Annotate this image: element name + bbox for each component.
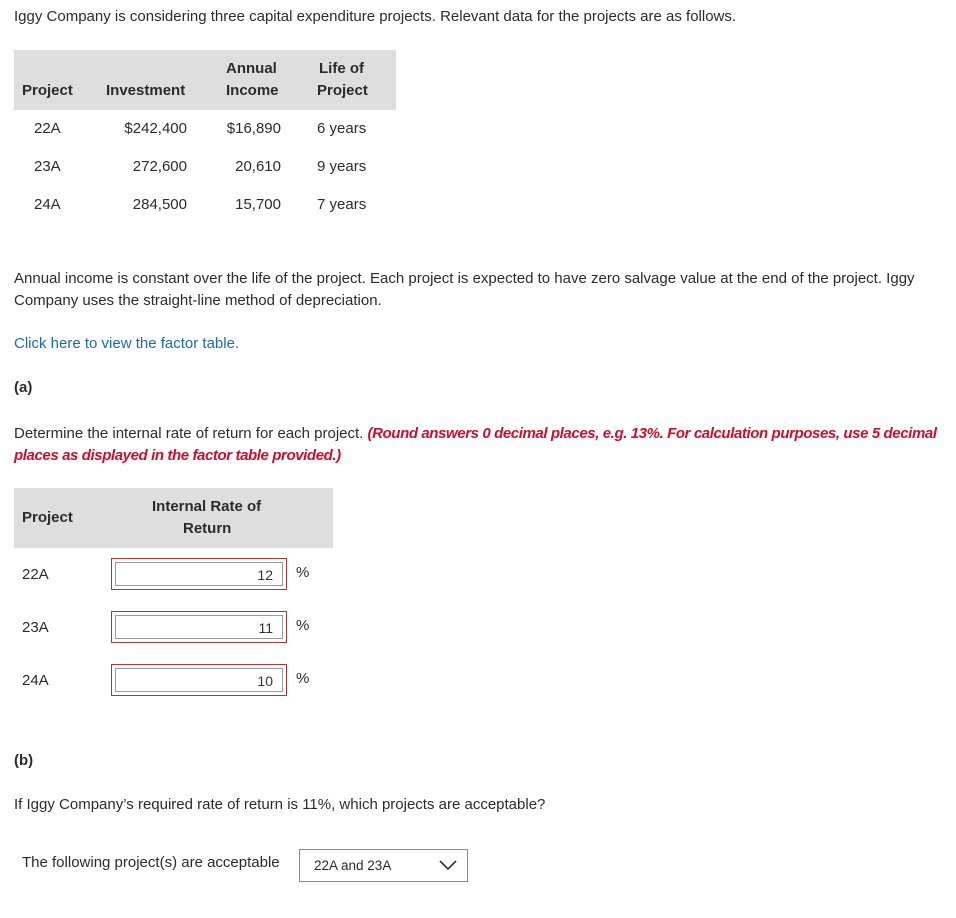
header-annual-income-line2: Income (226, 82, 279, 99)
irr-answer-field[interactable] (111, 664, 287, 696)
irr-header-project: Project (22, 509, 73, 526)
irr-header-line1: Internal Rate of (152, 498, 262, 515)
row-life: 6 years (317, 120, 367, 137)
irr-row-project: 24A (22, 672, 49, 689)
part-b-question: If Iggy Company’s required rate of return is 11%, which projects are acceptable? (14, 796, 546, 813)
row-income: $16,890 (226, 120, 281, 137)
irr-answer-value[interactable]: 11 (115, 615, 283, 639)
percent-sign: % (296, 670, 310, 687)
project-table-header (14, 50, 396, 110)
part-a-label: (a) (14, 379, 33, 396)
header-investment: Investment (106, 82, 186, 99)
instruction-text: Determine the internal rate of return for each project. (14, 425, 364, 442)
row-project: 23A (34, 158, 61, 175)
irr-answer-value[interactable]: 10 (115, 668, 283, 692)
header-annual-income-line1: Annual (226, 60, 277, 77)
acceptable-label: The following project(s) are acceptable (22, 854, 280, 871)
row-investment: 284,500 (132, 196, 187, 213)
row-investment: $242,400 (124, 120, 187, 137)
irr-answer-value[interactable]: 12 (115, 562, 283, 586)
part-a-instruction (14, 423, 944, 467)
irr-answer-field[interactable] (111, 558, 287, 590)
factor-table-link[interactable]: Click here to view the factor table. (14, 335, 240, 352)
chevron-down-icon (439, 860, 457, 871)
row-life: 7 years (317, 196, 367, 213)
part-b-label: (b) (14, 752, 34, 769)
intro-text: Iggy Company is considering three capital expenditure projects. Relevant data for the projects are as follows. (14, 8, 737, 25)
row-income: 15,700 (235, 196, 281, 213)
irr-table-header (14, 488, 333, 548)
row-project: 24A (34, 196, 61, 213)
header-project: Project (22, 82, 73, 99)
acceptable-projects-select[interactable] (299, 849, 468, 882)
irr-row-project: 22A (22, 566, 49, 583)
row-life: 9 years (317, 158, 367, 175)
description-paragraph: Annual income is constant over the life of the project. Each project is expected to have zero salvage value at the end of the project. Iggy Company uses the straight-line method of depreciation. (14, 270, 915, 309)
row-investment: 272,600 (132, 158, 187, 175)
instruction-note: (Round answers 0 decimal places, e.g. 13%. For calculation purposes, use 5 decimal places as displayed in the factor table provided.) (14, 425, 937, 464)
select-value: 22A and 23A (314, 858, 392, 873)
irr-answer-field[interactable] (111, 611, 287, 643)
irr-header-line2: Return (183, 520, 232, 537)
percent-sign: % (296, 564, 310, 581)
row-income: 20,610 (235, 158, 281, 175)
header-life-line2: Project (317, 82, 368, 99)
header-life-line1: Life of (319, 60, 364, 77)
irr-row-project: 23A (22, 619, 49, 636)
row-project: 22A (34, 120, 61, 137)
percent-sign: % (296, 617, 310, 634)
